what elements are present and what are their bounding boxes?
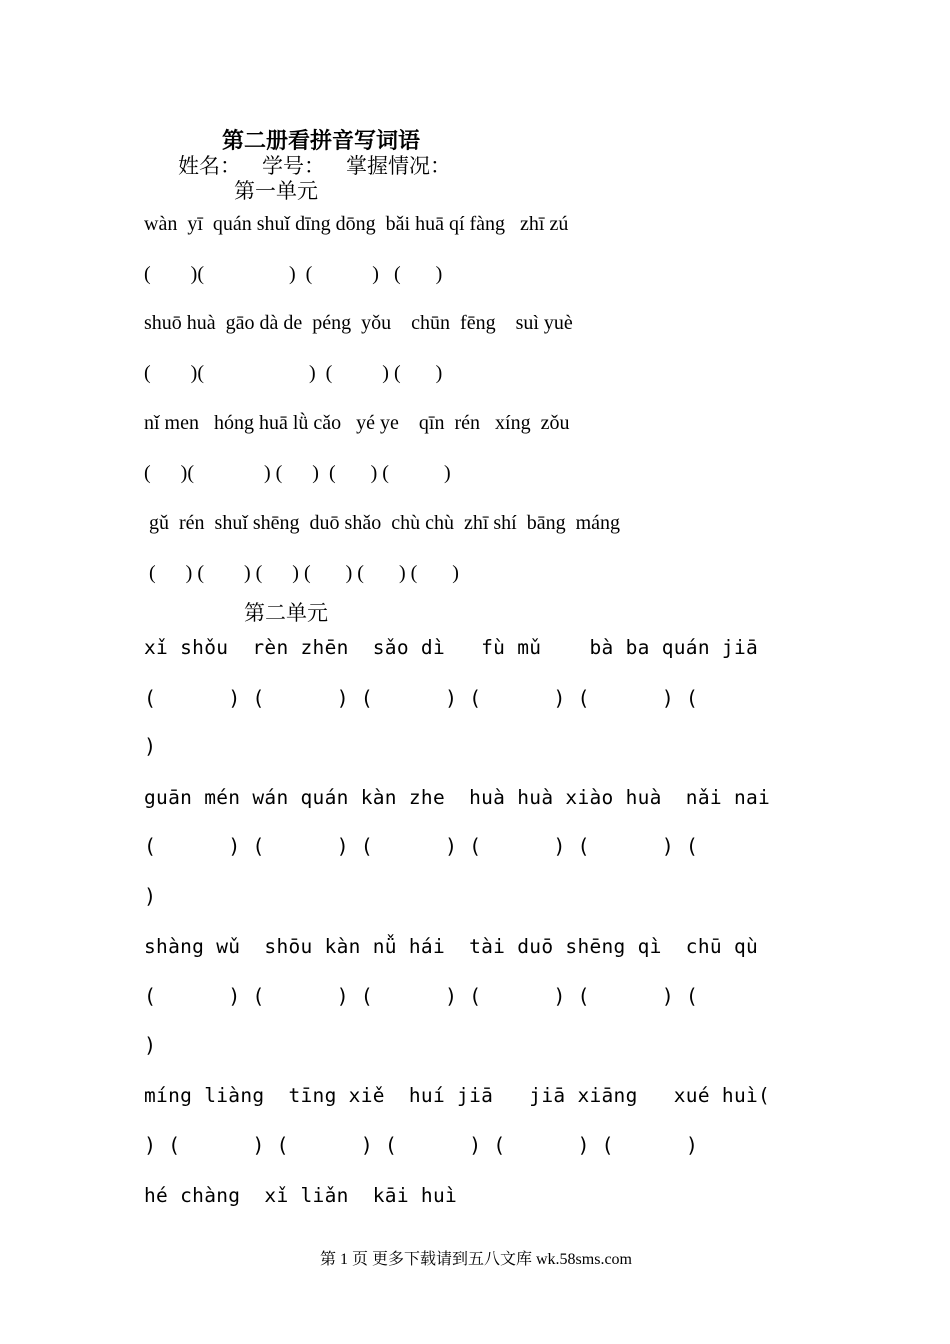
unit2-pinyin-line-4: míng liàng tīng xiě huí jiā jiā xiāng xué huì( <box>144 1084 771 1107</box>
unit2-answer-line-1: ( ) ( ) ( ) ( ) ( ) ( <box>144 686 698 710</box>
unit1-answer-line-1: ( )( ) ( ) ( ) <box>144 263 443 285</box>
unit1-pinyin-line-4: gǔ rén shuǐ shēng duō shǎo chù chù zhī shí bāng máng <box>144 512 621 534</box>
unit2-answer-line-3b: ) <box>144 1033 157 1057</box>
unit2-answer-line-2: ( ) ( ) ( ) ( ) ( ) ( <box>144 834 698 858</box>
unit2-answer-line-3: ( ) ( ) ( ) ( ) ( ) ( <box>144 984 698 1008</box>
unit1-heading: 第一单元 <box>234 179 318 203</box>
page-footer: 第 1 页 更多下载请到五八文库 wk.58sms.com <box>320 1251 633 1268</box>
unit1-pinyin-line-2: shuō huà gāo dà de péng yǒu chūn fēng suì yuè <box>144 312 573 334</box>
unit2-answer-line-4: ) ( ) ( ) ( ) ( ) ( ) <box>144 1133 698 1157</box>
unit2-answer-line-1b: ) <box>144 734 157 758</box>
page-title: 第二册看拼音写词语 <box>222 128 421 153</box>
unit2-pinyin-line-5: hé chàng xǐ liǎn kāi huì <box>144 1184 458 1207</box>
unit1-answer-line-4: ( ) ( ) ( ) ( ) ( ) ( ) <box>144 562 459 584</box>
unit2-answer-line-2b: ) <box>144 884 157 908</box>
unit1-pinyin-line-3: nǐ men hóng huā lǜ cǎo yé ye qīn rén xíng zǒu <box>144 412 570 434</box>
unit2-pinyin-line-2: guān mén wán quán kàn zhe huà huà xiào huà nǎi nai <box>144 786 771 809</box>
unit2-heading: 第二单元 <box>244 601 328 625</box>
unit1-answer-line-2: ( )( ) ( ) ( ) <box>144 362 443 384</box>
unit1-answer-line-3: ( )( ) ( ) ( ) ( ) <box>144 462 451 484</box>
unit2-pinyin-line-3: shàng wǔ shōu kàn nǚ hái tài duō shēng qì chū qù <box>144 935 759 958</box>
unit2-pinyin-line-1: xǐ shǒu rèn zhēn sǎo dì fù mǔ bà ba quán jiā <box>144 636 759 659</box>
unit1-pinyin-line-1: wàn yī quán shuǐ dīng dōng bǎi huā qí fàng zhī zú <box>144 213 569 235</box>
student-info-header: 姓名： 学号： 掌握情况： <box>178 154 451 178</box>
